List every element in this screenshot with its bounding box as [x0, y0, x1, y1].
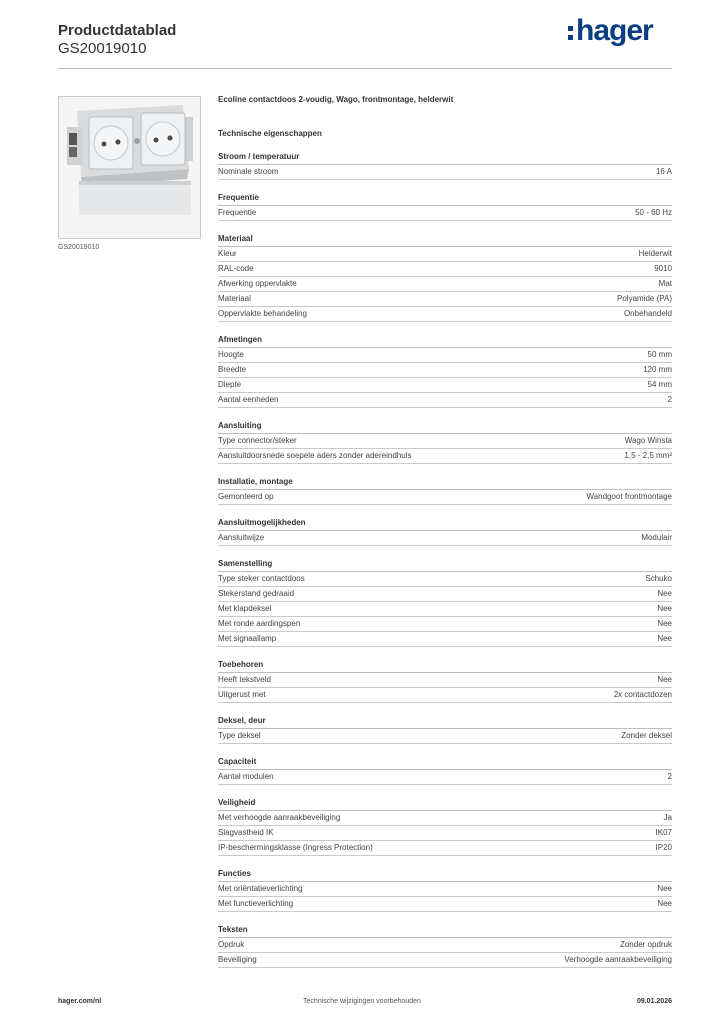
spec-label: Type steker contactdoos	[218, 574, 305, 583]
spec-label: Materiaal	[218, 294, 251, 303]
section-title: Stroom / temperatuur	[218, 151, 672, 165]
spec-value: Polyamide (PA)	[617, 294, 672, 303]
spec-value: 50 - 60 Hz	[635, 208, 672, 217]
spec-row	[218, 587, 672, 602]
spec-row	[218, 953, 672, 968]
footer-disclaimer: Technische wijzigingen voorbehouden	[303, 998, 421, 1005]
spec-value: Wago Winsta	[624, 436, 672, 445]
spec-row	[218, 572, 672, 587]
spec-label: Aantal modulen	[218, 772, 274, 781]
spec-sections	[218, 151, 672, 968]
spec-row	[218, 378, 672, 393]
section-title: Materiaal	[218, 233, 672, 247]
spec-row	[218, 770, 672, 785]
spec-label: Afwerking oppervlakte	[218, 279, 297, 288]
logo-dots-icon	[568, 26, 573, 40]
spec-value: Nee	[657, 884, 672, 893]
spec-label: Type connector/steker	[218, 436, 297, 445]
spec-section	[218, 756, 672, 785]
section-title: Deksel, deur	[218, 715, 672, 729]
spec-row	[218, 434, 672, 449]
spec-label: Kleur	[218, 249, 237, 258]
spec-label: Aansluitwijze	[218, 533, 265, 542]
spec-value: Zonder opdruk	[619, 940, 672, 949]
spec-value: Nee	[657, 589, 672, 598]
spec-value: 2x contactdozen	[613, 690, 672, 699]
spec-row	[218, 165, 672, 180]
spec-value: 120 mm	[643, 365, 672, 374]
spec-value: IP20	[655, 843, 672, 852]
spec-label: Type deksel	[218, 731, 261, 740]
spec-label: Met oriëntatieverlichting	[218, 884, 303, 893]
spec-value: Zonder deksel	[621, 731, 672, 740]
spec-value: 2	[667, 772, 672, 781]
spec-section	[218, 192, 672, 221]
section-title: Teksten	[218, 924, 672, 938]
spec-value: 2	[667, 395, 672, 404]
spec-label: Diepte	[218, 380, 242, 389]
spec-row	[218, 617, 672, 632]
spec-row	[218, 277, 672, 292]
spec-value: 1,5 - 2,5 mm²	[624, 451, 672, 460]
spec-label: Met verhoogde aanraakbeveiliging	[218, 813, 341, 822]
spec-label: Frequentie	[218, 208, 257, 217]
header-divider	[58, 68, 672, 69]
spec-label: Met functieverlichting	[218, 899, 294, 908]
section-title: Samenstelling	[218, 558, 672, 572]
spec-row	[218, 688, 672, 703]
spec-value: Nee	[657, 619, 672, 628]
spec-label: Breedte	[218, 365, 247, 374]
spec-section	[218, 517, 672, 546]
spec-content	[218, 95, 672, 968]
spec-row	[218, 632, 672, 647]
spec-section	[218, 924, 672, 968]
spec-label: Heeft tekstveld	[218, 675, 271, 684]
spec-value: Wandgoot frontmontage	[586, 492, 672, 501]
spec-row	[218, 490, 672, 505]
spec-row	[218, 393, 672, 408]
spec-value: Nee	[657, 604, 672, 613]
spec-label: Stekerstand gedraaid	[218, 589, 295, 598]
footer-website: hager.com/nl	[58, 998, 102, 1005]
spec-section	[218, 151, 672, 180]
spec-value: Ja	[663, 813, 672, 822]
section-title: Aansluitmogelijkheden	[218, 517, 672, 531]
section-title: Aansluiting	[218, 420, 672, 434]
spec-section	[218, 868, 672, 912]
spec-label: Aantal eenheden	[218, 395, 279, 404]
spec-value: Helderwit	[638, 249, 672, 258]
product-code: GS20019010	[58, 40, 147, 57]
spec-section	[218, 233, 672, 322]
spec-row	[218, 882, 672, 897]
section-title: Toebehoren	[218, 659, 672, 673]
spec-label: Uitgerust met	[218, 690, 266, 699]
spec-row	[218, 247, 672, 262]
spec-row	[218, 348, 672, 363]
spec-section	[218, 797, 672, 856]
product-image	[58, 96, 201, 239]
spec-row	[218, 292, 672, 307]
spec-row	[218, 811, 672, 826]
spec-value: Nee	[657, 899, 672, 908]
spec-row	[218, 673, 672, 688]
spec-value: 50 mm	[647, 350, 672, 359]
section-title: Frequentie	[218, 192, 672, 206]
spec-section	[218, 476, 672, 505]
spec-row	[218, 363, 672, 378]
spec-label: Oppervlakte behandeling	[218, 309, 307, 318]
spec-value: Nee	[657, 675, 672, 684]
spec-label: Gemonteerd op	[218, 492, 274, 501]
spec-value: Onbehandeld	[623, 309, 672, 318]
spec-label: Met ronde aardingspen	[218, 619, 301, 628]
hager-logo	[568, 14, 653, 48]
spec-row	[218, 449, 672, 464]
spec-row	[218, 729, 672, 744]
spec-label: Nominale stroom	[218, 167, 279, 176]
spec-section	[218, 659, 672, 703]
page-title: Productdatablad	[58, 22, 177, 39]
spec-label: Met klapdeksel	[218, 604, 272, 613]
socket-outlet-image	[59, 97, 200, 238]
spec-label: Slagvastheid IK	[218, 828, 274, 837]
spec-row	[218, 938, 672, 953]
spec-row	[218, 602, 672, 617]
section-title: Installatie, montage	[218, 476, 672, 490]
spec-value: Mat	[658, 279, 672, 288]
spec-row	[218, 531, 672, 546]
spec-label: Met signaallamp	[218, 634, 277, 643]
spec-section	[218, 715, 672, 744]
product-description: Ecoline contactdoos 2-voudig, Wago, frontmontage, helderwit	[218, 95, 454, 104]
technical-properties-heading: Technische eigenschappen	[218, 129, 322, 138]
spec-row	[218, 262, 672, 277]
spec-value: Nee	[657, 634, 672, 643]
section-title: Afmetingen	[218, 334, 672, 348]
logo-text: hager	[576, 14, 653, 47]
spec-row	[218, 897, 672, 912]
spec-row	[218, 826, 672, 841]
spec-label: Aansluitdoorsnede soepele aders zonder adereindhuls	[218, 451, 412, 460]
section-title: Functies	[218, 868, 672, 882]
spec-label: Opdruk	[218, 940, 245, 949]
spec-value: Modulair	[641, 533, 672, 542]
spec-row	[218, 206, 672, 221]
spec-label: Hoogte	[218, 350, 244, 359]
image-caption: GS20019010	[58, 244, 100, 251]
spec-value: 54 mm	[647, 380, 672, 389]
spec-value: Schuko	[645, 574, 672, 583]
footer-date: 09.01.2026	[636, 998, 672, 1005]
section-title: Veiligheid	[218, 797, 672, 811]
spec-section	[218, 420, 672, 464]
spec-value: IK07	[655, 828, 672, 837]
spec-label: IP-beschermingsklasse (Ingress Protection)	[218, 843, 373, 852]
spec-value: 16 A	[655, 167, 672, 176]
section-title: Capaciteit	[218, 756, 672, 770]
spec-value: 9010	[654, 264, 672, 273]
spec-row	[218, 841, 672, 856]
spec-row	[218, 307, 672, 322]
spec-label: RAL-code	[218, 264, 254, 273]
spec-value: Verhoogde aanraakbeveiliging	[564, 955, 672, 964]
spec-label: Beveiliging	[218, 955, 257, 964]
spec-section	[218, 558, 672, 647]
spec-section	[218, 334, 672, 408]
